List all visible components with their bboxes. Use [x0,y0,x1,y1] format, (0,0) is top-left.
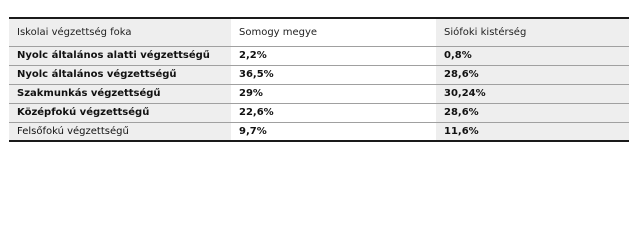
table-row [9,46,629,65]
row-label: Nyolc általános végzettségű [9,65,231,84]
somogy-value: 2,2% [231,46,436,65]
education-table [9,17,629,142]
somogy-value: 22,6% [231,103,436,122]
table-row [9,65,629,84]
siofok-value: 28,6% [436,103,629,122]
header-education-level: Iskolai végzettség foka [9,18,231,46]
row-label: Szakmunkás végzettségű [9,84,231,103]
siofok-value: 0,8% [436,46,629,65]
table-row [9,103,629,122]
row-label: Nyolc általános alatti végzettségű [9,46,231,65]
row-label: Középfokú végzettségű [9,103,231,122]
table-header-row [9,18,629,46]
row-label: Felsőfokú végzettségű [9,122,231,141]
somogy-value: 36,5% [231,65,436,84]
siofok-value: 30,24% [436,84,629,103]
header-somogy-county: Somogy megye [231,18,436,46]
siofok-value: 28,6% [436,65,629,84]
somogy-value: 9,7% [231,122,436,141]
header-siofok-subregion: Siófoki kistérség [436,18,629,46]
table-row [9,84,629,103]
table-row [9,122,629,141]
siofok-value: 11,6% [436,122,629,141]
somogy-value: 29% [231,84,436,103]
